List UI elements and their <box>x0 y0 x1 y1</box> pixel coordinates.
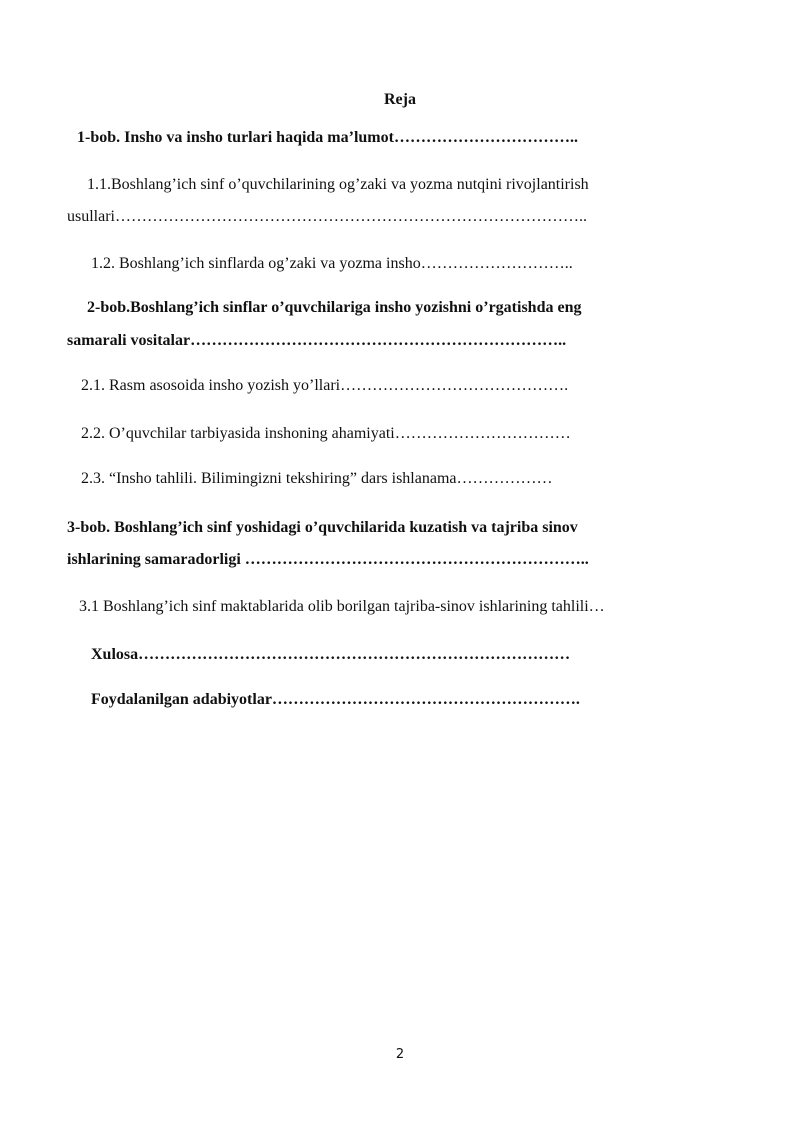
toc-section-2-1: 2.1. Rasm asosoida insho yozish yo’llari……………………………………. <box>81 377 569 394</box>
toc-chapter-3-line-2: ishlarining samaradorligi ……………………………………………………….. <box>67 551 589 568</box>
toc-conclusion: Xulosa……………………………………………………………………… <box>91 646 571 663</box>
toc-section-1-1-line-2: usullari…………………………………………………………………………….. <box>67 208 587 225</box>
toc-section-1-2: 1.2. Boshlang’ich sinflarda og’zaki va yozma insho……………………….. <box>91 255 573 272</box>
toc-chapter-2-line-1: 2-bob.Boshlang’ich sinflar o’quvchilariga insho yozishni o’rgatishda eng <box>87 299 582 316</box>
toc-section-2-2: 2.2. O’quvchilar tarbiyasida inshoning ahamiyati…………………………… <box>81 425 571 442</box>
toc-chapter-2-line-2: samarali vositalar…………………………………………………………….. <box>67 332 567 349</box>
toc-chapter-1: 1-bob. Insho va insho turlari haqida ma’lumot…………………………….. <box>77 129 578 146</box>
toc-section-3-1: 3.1 Boshlang’ich sinf maktablarida olib borilgan tajriba-sinov ishlarining tahlili… <box>79 598 605 615</box>
page-number: 2 <box>395 1047 405 1062</box>
toc-section-2-3: 2.3. “Insho tahlili. Bilimingizni tekshiring” dars ishlanama……………… <box>81 470 553 487</box>
toc-section-1-1-line-1: 1.1.Boshlang’ich sinf o’quvchilarining og’zaki va yozma nutqini rivojlantirish <box>87 176 589 193</box>
page-title: Reja <box>384 91 416 108</box>
toc-chapter-3-line-1: 3-bob. Boshlang’ich sinf yoshidagi o’quvchilarida kuzatish va tajriba sinov <box>67 519 578 536</box>
toc-references: Foydalanilgan adabiyotlar…………………………………………………. <box>91 691 580 708</box>
toc-chapter-3 <box>67 512 733 576</box>
